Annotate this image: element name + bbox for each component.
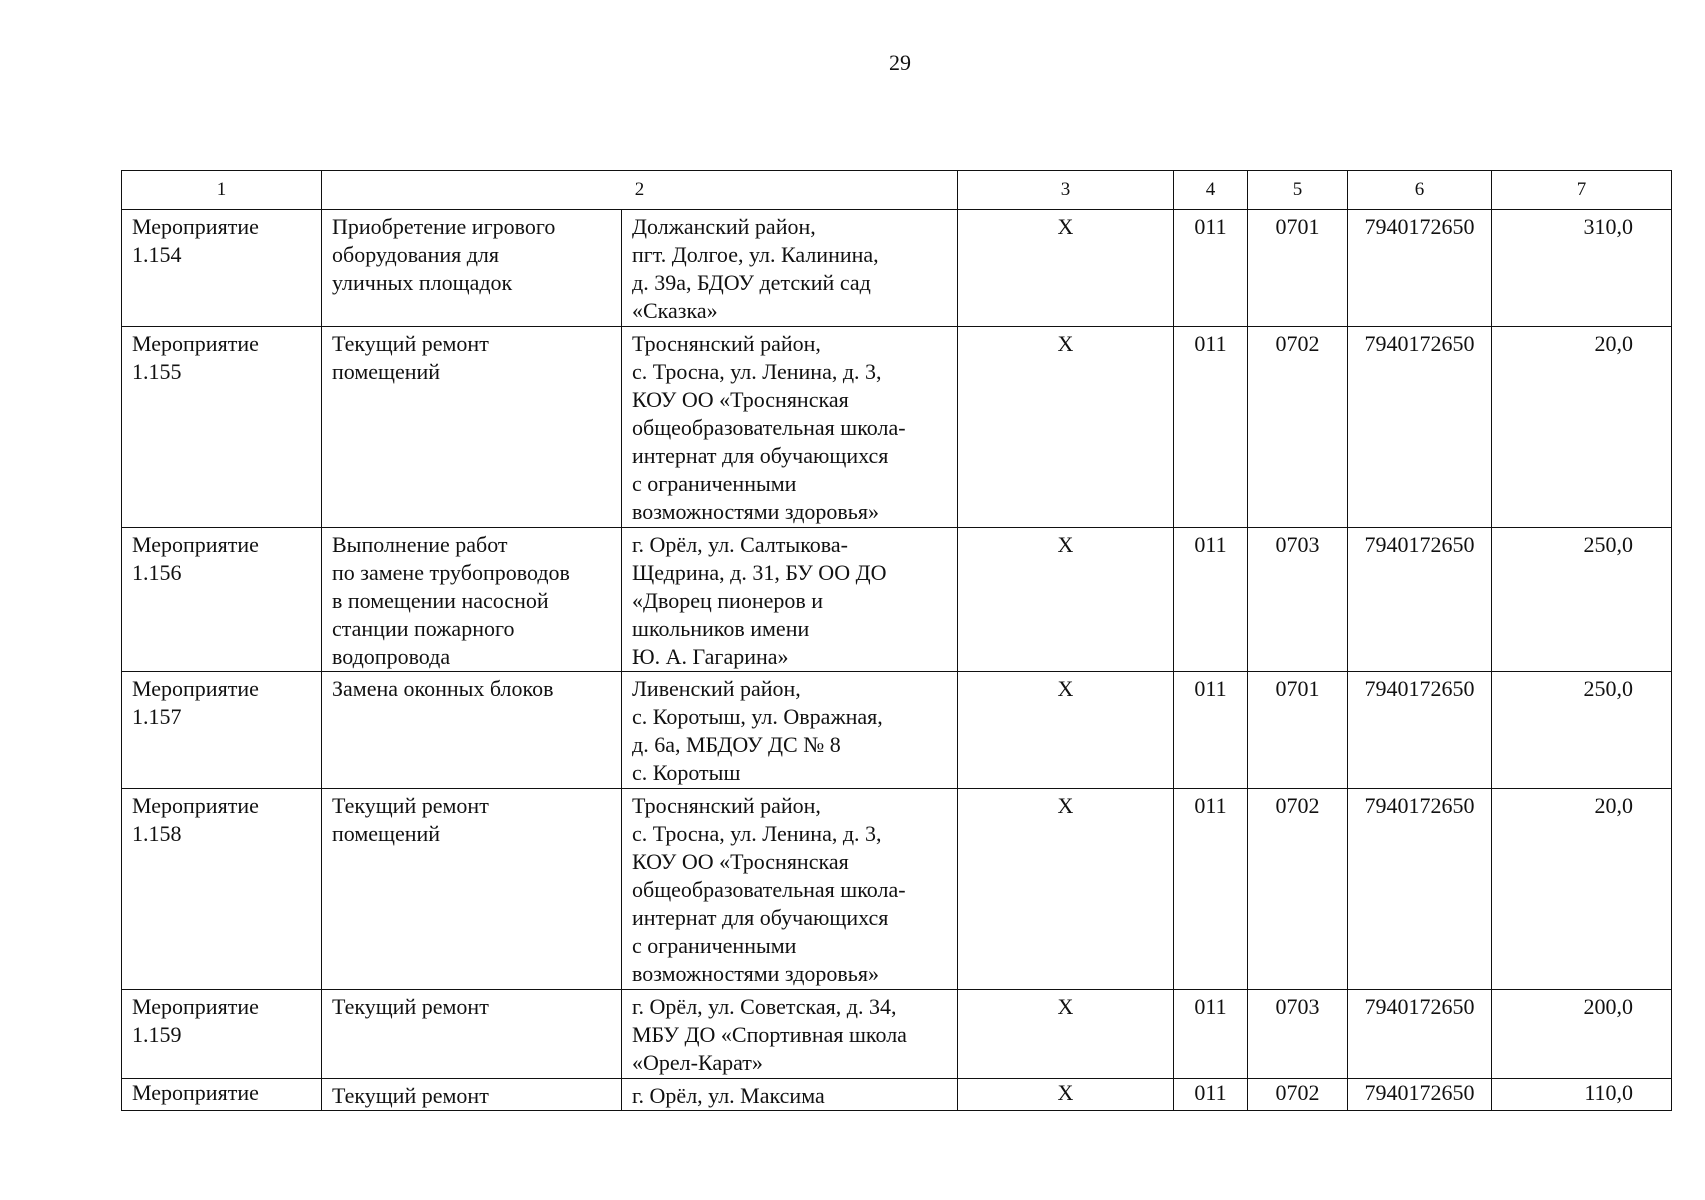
address-line: Ю. А. Гагарина» [632, 644, 789, 669]
page-number: 29 [889, 50, 911, 75]
code-cell: 011 [1174, 327, 1248, 528]
address-line: «Орел-Карат» [632, 1050, 763, 1075]
table-row [122, 990, 1672, 1079]
work-line: станции пожарного [332, 616, 515, 641]
target-article-cell: 7940172650 [1348, 327, 1492, 528]
work-line: оборудования для [332, 242, 500, 267]
address [622, 990, 957, 1078]
event-cell [122, 990, 322, 1079]
column-header: 7 [1492, 171, 1672, 210]
budget-table [121, 170, 1672, 1111]
event-cell [122, 327, 322, 528]
event-cell-line: 1.159 [132, 1022, 182, 1047]
address-line: Троснянский район, [632, 793, 821, 818]
work-line: по замене трубопроводов [332, 560, 570, 585]
address-line: с. Коротыш, ул. Овражная, [632, 704, 883, 729]
amount-cell: 250,0 [1492, 672, 1672, 789]
work-description [322, 528, 622, 671]
event-cell-line: 1.154 [132, 242, 182, 267]
code-cell: 011 [1174, 1079, 1248, 1111]
address-line: с. Тросна, ул. Ленина, д. 3, [632, 821, 882, 846]
table-row [122, 672, 1672, 789]
address-line: г. Орёл, ул. Советская, д. 34, [632, 994, 897, 1019]
address-line: возможностями здоровья» [632, 961, 879, 986]
work-description [322, 210, 622, 326]
address-line: возможностями здоровья» [632, 499, 879, 524]
table-row [122, 1079, 1672, 1111]
section-cell: 0701 [1248, 672, 1348, 789]
address-line: Щедрина, д. 31, БУ ОО ДО [632, 560, 887, 585]
work-line: Выполнение работ [332, 532, 508, 557]
work-line: водопровода [332, 644, 451, 669]
address-line: Ливенский район, [632, 676, 801, 701]
column-header: 3 [958, 171, 1174, 210]
event-cell-line: Мероприятие [132, 994, 259, 1019]
description-cell [322, 528, 958, 672]
address-line: г. Орёл, ул. Салтыкова- [632, 532, 848, 557]
work-description [322, 672, 622, 788]
table-row [122, 210, 1672, 327]
address-line: интернат для обучающихся [632, 905, 889, 930]
address [622, 528, 957, 671]
section-cell: 0703 [1248, 528, 1348, 672]
address [622, 327, 957, 527]
table-header-row [122, 171, 1672, 210]
work-description [322, 327, 622, 527]
section-cell: 0702 [1248, 789, 1348, 990]
work-line: Приобретение игрового [332, 214, 556, 239]
section-cell: 0701 [1248, 210, 1348, 327]
description-cell [322, 327, 958, 528]
address [622, 1079, 957, 1110]
work-line: Текущий ремонт [332, 793, 489, 818]
mark-cell: X [958, 210, 1174, 327]
work-line: в помещении насосной [332, 588, 549, 613]
address-line: КОУ ОО «Троснянская [632, 849, 849, 874]
event-cell-line: Мероприятие [132, 793, 259, 818]
event-cell [122, 1079, 322, 1111]
section-cell: 0702 [1248, 1079, 1348, 1111]
amount-cell: 310,0 [1492, 210, 1672, 327]
table-row [122, 327, 1672, 528]
code-cell: 011 [1174, 528, 1248, 672]
address-line: пгт. Долгое, ул. Калинина, [632, 242, 879, 267]
address-line: интернат для обучающихся [632, 443, 889, 468]
code-cell: 011 [1174, 789, 1248, 990]
target-article-cell: 7940172650 [1348, 672, 1492, 789]
work-line: Текущий ремонт [332, 994, 489, 1019]
event-cell [122, 210, 322, 327]
address-line: общеобразовательная школа- [632, 877, 906, 902]
mark-cell: X [958, 990, 1174, 1079]
amount-cell: 110,0 [1492, 1079, 1672, 1111]
work-line: Текущий ремонт [332, 331, 489, 356]
address-line: г. Орёл, ул. Максима [632, 1083, 825, 1108]
address-line: Троснянский район, [632, 331, 821, 356]
target-article-cell: 7940172650 [1348, 1079, 1492, 1111]
target-article-cell: 7940172650 [1348, 789, 1492, 990]
amount-cell: 200,0 [1492, 990, 1672, 1079]
event-cell-line: 1.156 [132, 560, 182, 585]
section-cell: 0703 [1248, 990, 1348, 1079]
address-line: общеобразовательная школа- [632, 415, 906, 440]
address-line: Должанский район, [632, 214, 816, 239]
address-line: «Дворец пионеров и [632, 588, 824, 613]
target-article-cell: 7940172650 [1348, 528, 1492, 672]
event-cell [122, 672, 322, 789]
event-cell-line: 1.157 [132, 704, 182, 729]
column-header: 6 [1348, 171, 1492, 210]
column-header: 2 [322, 171, 958, 210]
work-line: уличных площадок [332, 270, 513, 295]
description-cell [322, 1079, 958, 1111]
address-line: школьников имени [632, 616, 810, 641]
mark-cell: X [958, 672, 1174, 789]
event-cell-line: Мероприятие [132, 532, 259, 557]
address-line: д. 39а, БДОУ детский сад [632, 270, 871, 295]
address-line: с. Коротыш [632, 760, 741, 785]
event-cell-line: Мероприятие [132, 331, 259, 356]
work-line: Текущий ремонт [332, 1083, 489, 1108]
event-cell-line: 1.158 [132, 821, 182, 846]
work-line: помещений [332, 359, 441, 384]
code-cell: 011 [1174, 990, 1248, 1079]
address-line: КОУ ОО «Троснянская [632, 387, 849, 412]
address-line: с ограниченными [632, 933, 797, 958]
work-description [322, 990, 622, 1078]
work-description [322, 1079, 622, 1110]
code-cell: 011 [1174, 210, 1248, 327]
column-header: 5 [1248, 171, 1348, 210]
description-cell [322, 789, 958, 990]
section-cell: 0702 [1248, 327, 1348, 528]
amount-cell: 250,0 [1492, 528, 1672, 672]
address-line: «Сказка» [632, 298, 718, 323]
mark-cell: X [958, 327, 1174, 528]
amount-cell: 20,0 [1492, 789, 1672, 990]
table-row [122, 789, 1672, 990]
work-line: помещений [332, 821, 441, 846]
column-header: 4 [1174, 171, 1248, 210]
address [622, 789, 957, 989]
code-cell: 011 [1174, 672, 1248, 789]
address-line: МБУ ДО «Спортивная школа [632, 1022, 907, 1047]
column-header: 1 [122, 171, 322, 210]
event-cell [122, 528, 322, 672]
amount-cell: 20,0 [1492, 327, 1672, 528]
target-article-cell: 7940172650 [1348, 990, 1492, 1079]
event-cell-line: Мероприятие [132, 676, 259, 701]
target-article-cell: 7940172650 [1348, 210, 1492, 327]
event-cell [122, 789, 322, 990]
event-cell-line: Мероприятие [132, 214, 259, 239]
address [622, 210, 957, 326]
address-line: с ограниченными [632, 471, 797, 496]
description-cell [322, 990, 958, 1079]
description-cell [322, 672, 958, 789]
description-cell [322, 210, 958, 327]
event-cell-line: Мероприятие [132, 1080, 259, 1105]
address-line: д. 6а, МБДОУ ДС № 8 [632, 732, 841, 757]
work-description [322, 789, 622, 989]
mark-cell: X [958, 789, 1174, 990]
mark-cell: X [958, 528, 1174, 672]
mark-cell: X [958, 1079, 1174, 1111]
event-cell-line: 1.155 [132, 359, 182, 384]
address [622, 672, 957, 788]
table-row [122, 528, 1672, 672]
address-line: с. Тросна, ул. Ленина, д. 3, [632, 359, 882, 384]
work-line: Замена оконных блоков [332, 676, 554, 701]
